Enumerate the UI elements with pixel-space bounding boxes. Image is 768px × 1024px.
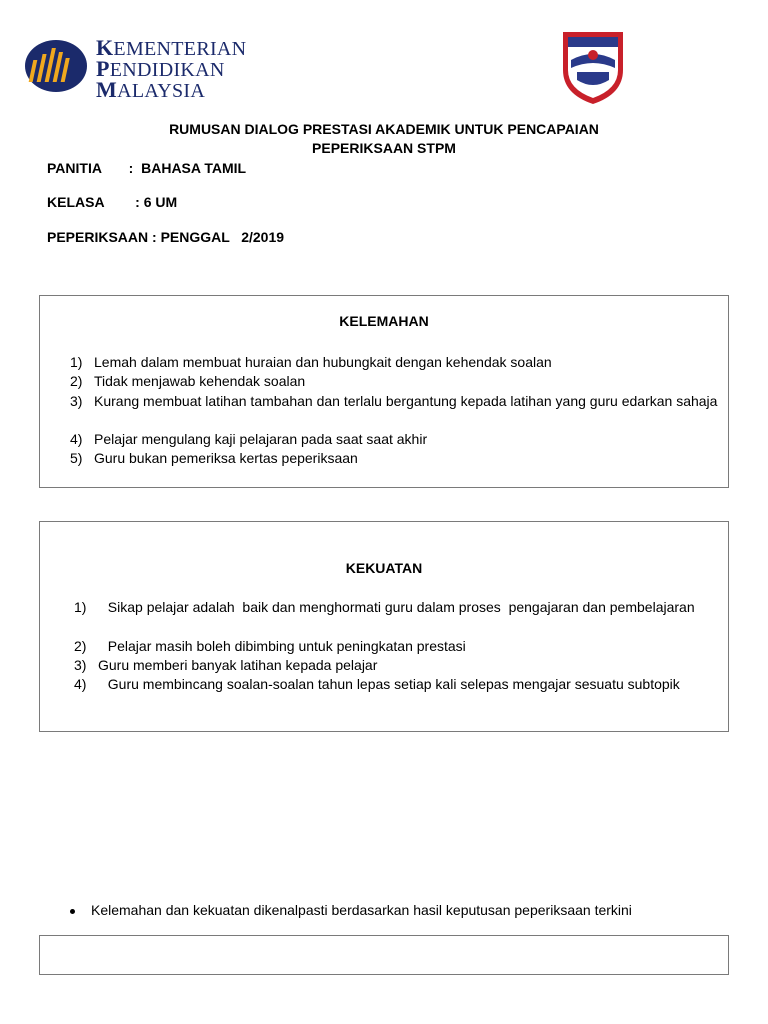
meta-kelasa: KELASA : 6 UM [47, 194, 178, 210]
kelemahan-item: Guru bukan pemeriksa kertas peperiksaan [94, 450, 358, 466]
ministry-name-line-2: PENDIDIKAN [96, 56, 225, 81]
meta-peperiksaan: PEPERIKSAAN : PENGGAL 2/2019 [47, 229, 285, 245]
empty-box [39, 935, 729, 975]
ministry-logo [24, 35, 254, 102]
kekuatan-number: 1) [74, 599, 87, 615]
ministry-name-line-1: KEMENTERIAN [96, 35, 247, 60]
kekuatan-item: Guru memberi banyak latihan kepada pelajar [98, 657, 378, 673]
ministry-name-line-3: MALAYSIA [96, 77, 206, 102]
kelemahan-number: 1) [70, 354, 83, 370]
kelemahan-number: 3) [70, 393, 83, 409]
bullet-icon [70, 909, 75, 914]
kelemahan-number: 4) [70, 431, 83, 447]
document-title-line-1: RUMUSAN DIALOG PRESTASI AKADEMIK UNTUK PENCAPAIAN [169, 121, 599, 137]
kelemahan-box [39, 295, 729, 488]
note-bullet [70, 902, 632, 918]
kekuatan-heading: KEKUATAN [345, 560, 423, 576]
kekuatan-box [39, 521, 729, 732]
kekuatan-number: 3) [74, 657, 87, 673]
school-crest [555, 28, 631, 106]
kekuatan-item: Sikap pelajar adalah baik dan menghormati guru dalam proses pengajaran dan pembelajaran [100, 599, 695, 615]
kpm-logo-icon [24, 38, 88, 94]
kekuatan-item: Guru membincang soalan-soalan tahun lepas setiap kali selepas mengajar sesuatu subtopik [100, 676, 680, 692]
school-crest-icon [555, 28, 631, 106]
meta-panitia: PANITIA : BAHASA TAMIL [47, 160, 247, 176]
kelemahan-item: Lemah dalam membuat huraian dan hubungkait dengan kehendak soalan [94, 354, 552, 370]
kelemahan-heading: KELEMAHAN [339, 313, 429, 329]
kelemahan-item: Kurang membuat latihan tambahan dan terlalu bergantung kepada latihan yang guru edarkan sahaja [94, 393, 718, 409]
kekuatan-item: Pelajar masih boleh dibimbing untuk peningkatan prestasi [100, 638, 466, 654]
kelemahan-number: 5) [70, 450, 83, 466]
kelemahan-item: Pelajar mengulang kaji pelajaran pada saat saat akhir [94, 431, 428, 447]
kekuatan-number: 4) [74, 676, 87, 692]
ministry-name [96, 35, 247, 102]
note-text: Kelemahan dan kekuatan dikenalpasti berdasarkan hasil keputusan peperiksaan terkini [91, 902, 632, 918]
kelemahan-number: 2) [70, 373, 83, 389]
kekuatan-number: 2) [74, 638, 87, 654]
document-title-line-2: PEPERIKSAAN STPM [312, 140, 456, 156]
kelemahan-item: Tidak menjawab kehendak soalan [94, 373, 306, 389]
